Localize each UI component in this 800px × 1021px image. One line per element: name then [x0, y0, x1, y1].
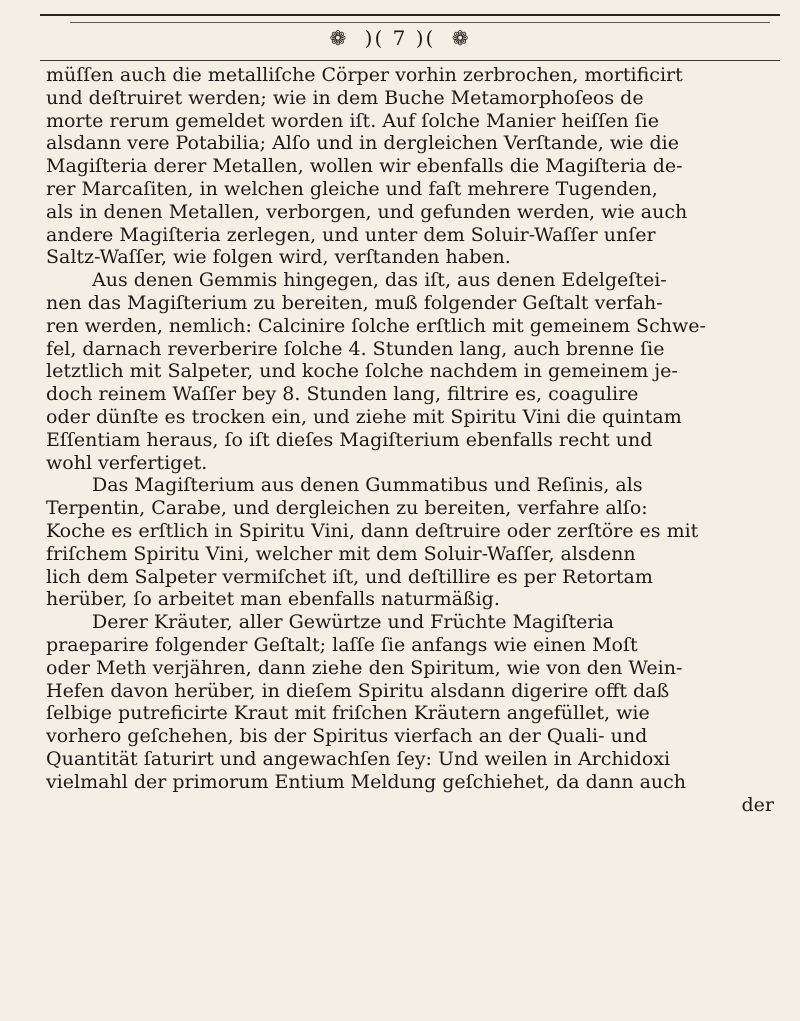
- right-ornament-icon: ❁: [451, 26, 471, 50]
- top-rule: [40, 14, 780, 16]
- text-line: Quantität ſaturirt und angewachſen ſey: Und weilen in Archidoxi: [46, 747, 671, 770]
- text-line: doch reinem Waſſer bey 8. Stunden lang, filtrire es, coagulire: [46, 383, 639, 406]
- text-line: herüber, ſo arbeitet man ebenfalls naturmäßig.: [46, 588, 500, 611]
- text-line: Hefen davon herüber, in dieſem Spiritu alsdann digerire offt daß: [46, 679, 670, 702]
- text-line: lich dem Salpeter vermiſchet iſt, und deſtillire es per Retortam: [46, 565, 653, 588]
- text-line: alsdann vere Potabilia; Alſo und in dergleichen Verſtande, wie die: [46, 132, 679, 155]
- text-line: nen das Magiſterium zu bereiten, muß folgender Geſtalt verfah-: [46, 291, 663, 314]
- left-ornament-icon: ❁: [329, 26, 349, 50]
- text-line: fel, darnach reverberire ſolche 4. Stunden lang, auch brenne ſie: [46, 337, 665, 360]
- text-line: Terpentin, Carabe, und dergleichen zu bereiten, verfahre alſo:: [46, 497, 648, 520]
- text-line: morte rerum gemeldet worden iſt. Auf ſolche Manier heiſſen ſie: [46, 109, 659, 132]
- text-line: wohl verfertiget.: [46, 451, 208, 474]
- text-line: oder Meth verjähren, dann ziehe den Spiritum, wie von den Wein-: [46, 656, 683, 679]
- text-line: andere Magiſteria zerlegen, und unter dem Soluir-Waſſer unſer: [46, 223, 656, 246]
- text-line: müſſen auch die metalliſche Cörper vorhin zerbrochen, mortificirt: [46, 64, 683, 86]
- page-header: [0, 26, 800, 60]
- text-line: ſelbige putreficirte Kraut mit friſchen Kräutern angefüllet, wie: [46, 702, 650, 725]
- text-line: Saltz-Waſſer, wie folgen wird, verſtanden haben.: [46, 246, 511, 269]
- text-line: rer Marcaſiten, in welchen gleiche und faſt mehrere Tugenden,: [46, 177, 658, 200]
- text-line: als in denen Metallen, verborgen, und gefunden werden, wie auch: [46, 200, 688, 223]
- body-text: [46, 64, 784, 816]
- text-line: Das Magiſterium aus denen Gummatibus und Reſinis, als: [92, 474, 643, 497]
- text-line: praeparire folgender Geſtalt; laſſe ſie anfangs wie einen Moſt: [46, 633, 638, 656]
- catchword: der: [741, 793, 774, 816]
- page-number: )( 7 )(: [364, 26, 436, 50]
- text-line: Aus denen Gemmis hingegen, das iſt, aus denen Edelgeſtei-: [92, 269, 667, 292]
- header-rule: [40, 60, 780, 61]
- text-line: Eſſentiam heraus, ſo iſt dieſes Magiſterium ebenfalls recht und: [46, 428, 653, 451]
- text-line: ren werden, nemlich: Calcinire ſolche erſtlich mit gemeinem Schwe-: [46, 314, 706, 337]
- text-line: und deſtruiret werden; wie in dem Buche Metamorphoſeos de: [46, 86, 644, 109]
- text-line: Koche es erſtlich in Spiritu Vini, dann deſtruire oder zerſtöre es mit: [46, 519, 699, 542]
- text-line: Derer Kräuter, aller Gewürtze und Früchte Magiſteria: [92, 611, 614, 634]
- text-line: friſchem Spiritu Vini, welcher mit dem Soluir-Waſſer, alsdenn: [46, 542, 636, 565]
- text-line: vielmahl der primorum Entium Meldung geſchiehet, da dann auch: [46, 770, 687, 793]
- text-line: oder dünſte es trocken ein, und ziehe mit Spiritu Vini die quintam: [46, 405, 682, 428]
- top-rule-thin: [70, 22, 770, 23]
- text-line: vorhero geſchehen, bis der Spiritus vierfach an der Quali- und: [46, 725, 648, 748]
- text-line: letztlich mit Salpeter, und koche ſolche nachdem in gemeinem je-: [46, 360, 678, 383]
- text-line: Magiſteria derer Metallen, wollen wir ebenfalls die Magiſteria de-: [46, 155, 683, 178]
